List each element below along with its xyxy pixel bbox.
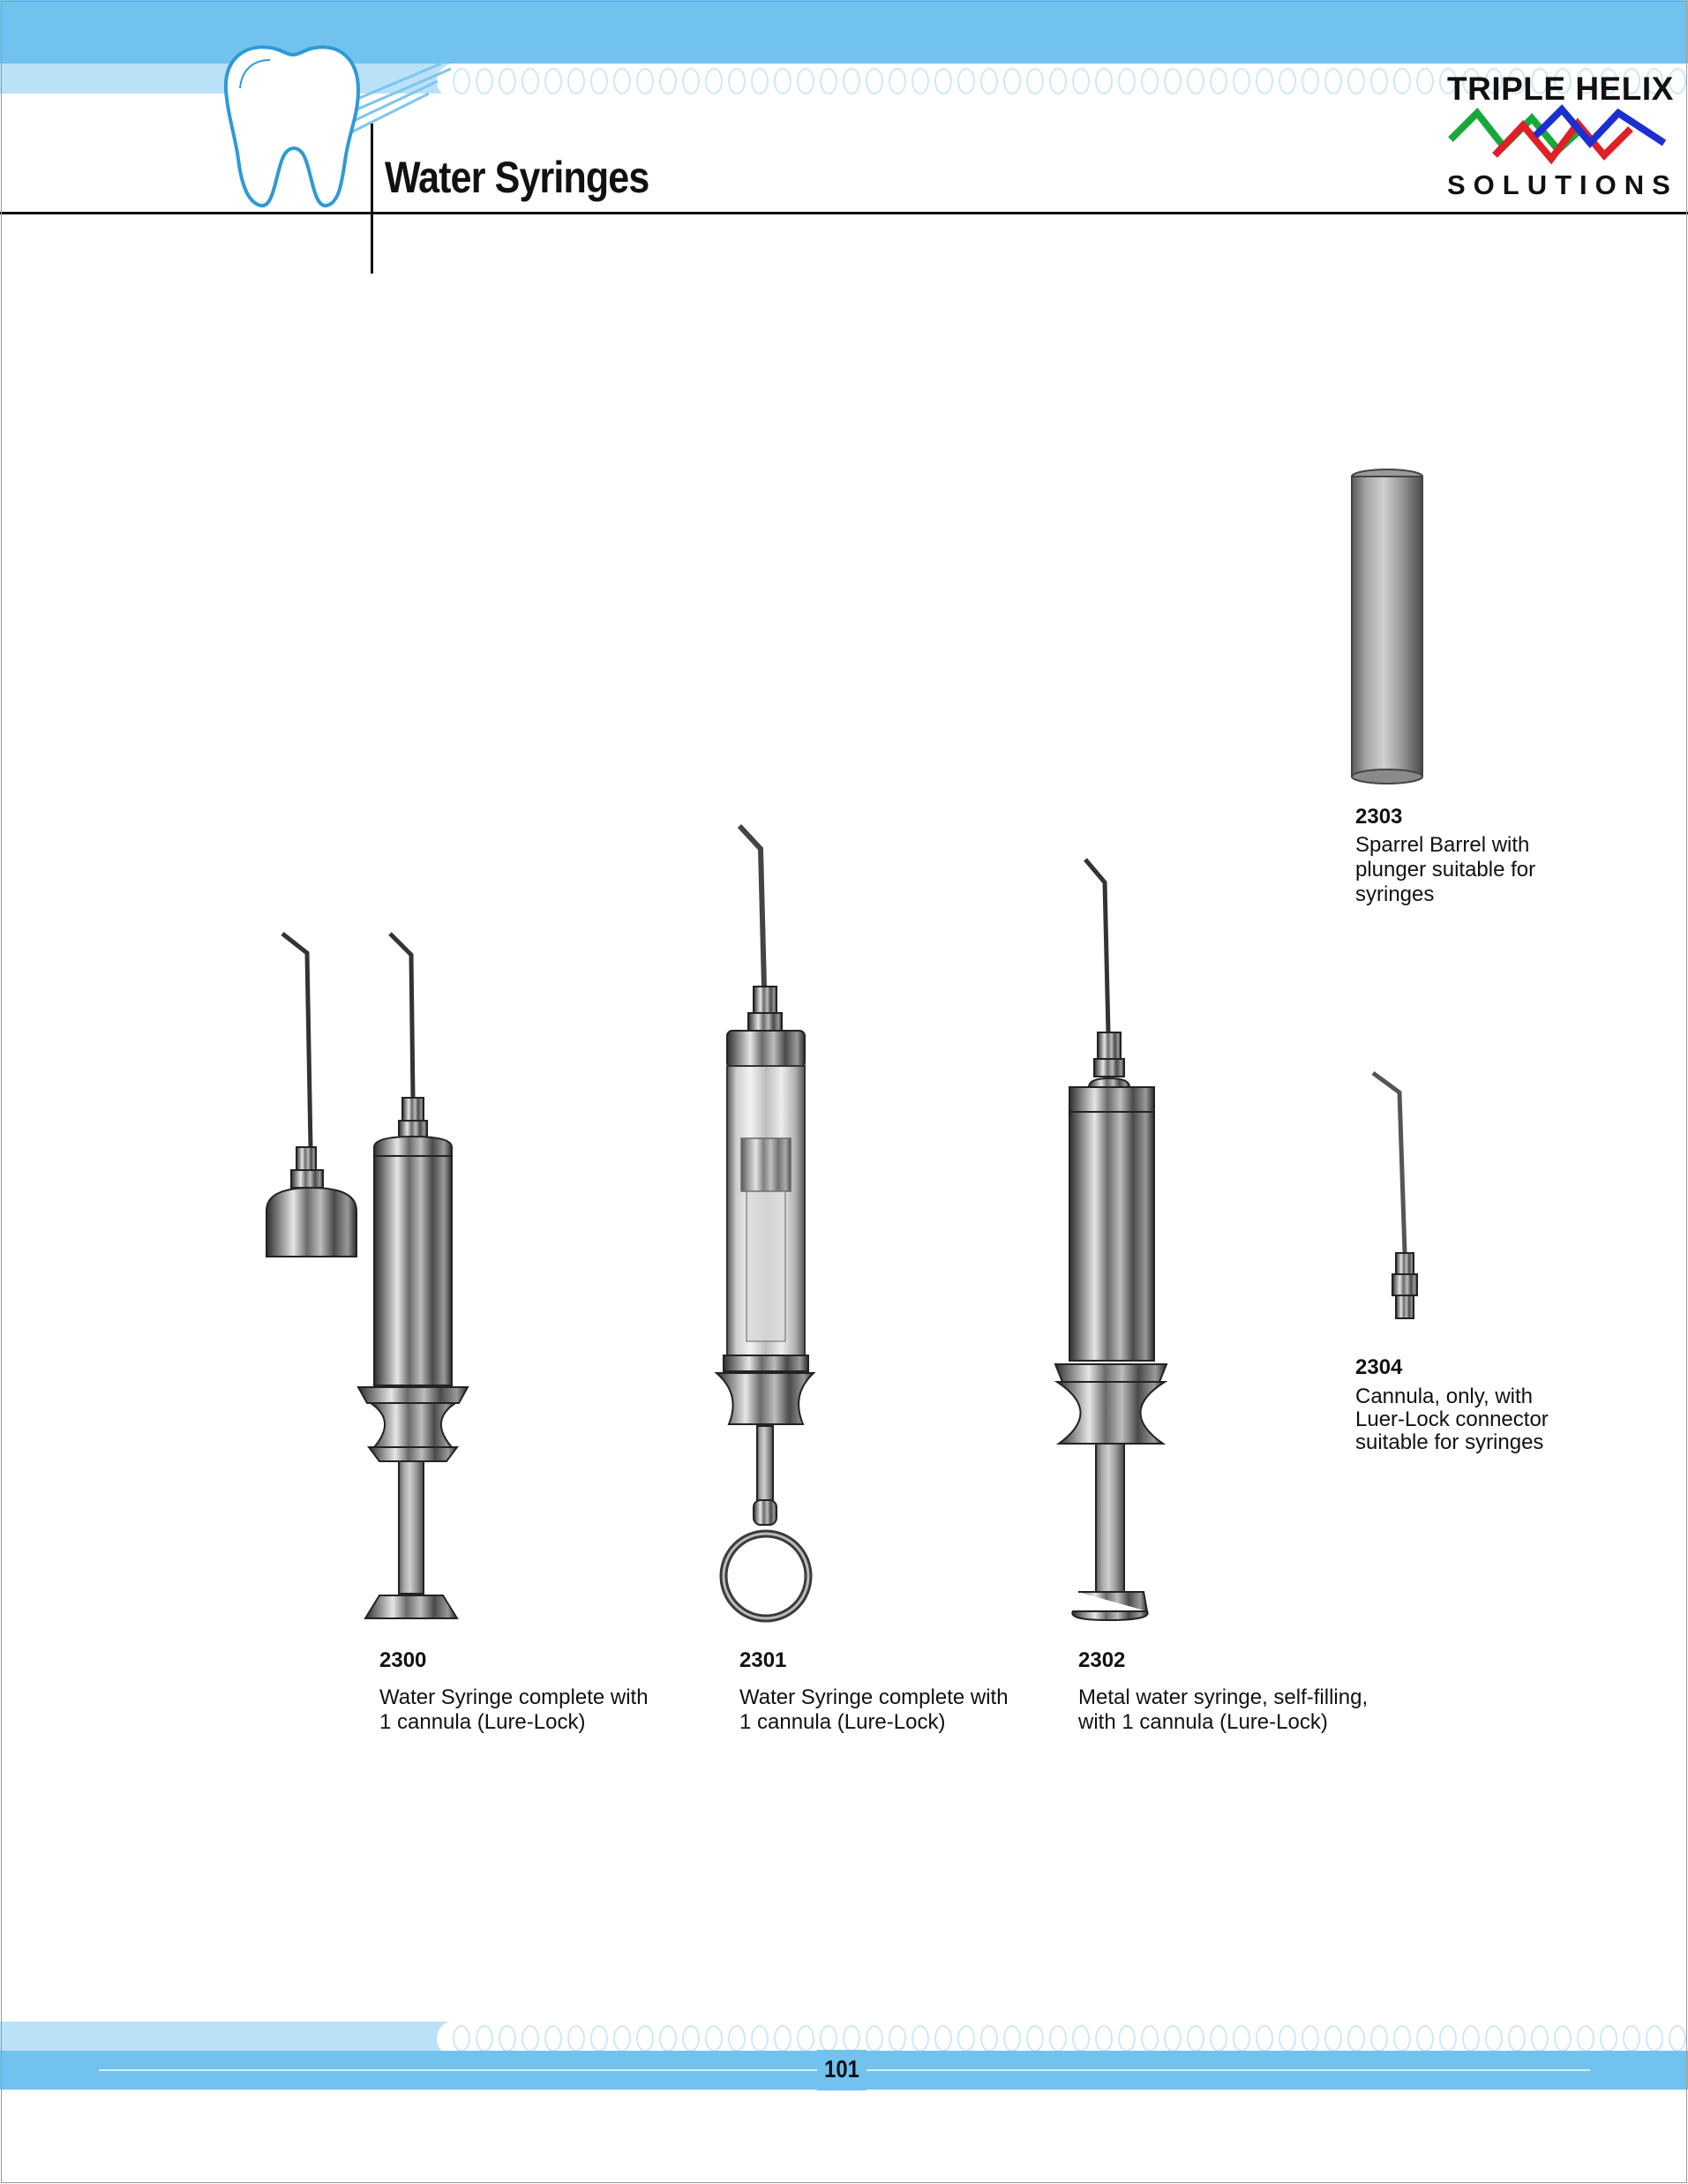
product-code: 2304 (1355, 1355, 1403, 1379)
page-title: Water Syringes (385, 153, 649, 202)
cannula-2304 (1373, 1073, 1417, 1318)
product-2300 (379, 1648, 715, 1735)
product-code: 2301 (739, 1648, 787, 1672)
brand-tagline: SOLUTIONS (1447, 169, 1678, 200)
product-2304 (1355, 1355, 1673, 1454)
syringe-2301 (716, 826, 814, 1618)
product-code: 2303 (1355, 805, 1403, 829)
helix-waves-icon (1447, 104, 1668, 171)
product-2302 (1078, 1648, 1431, 1735)
syringe-2302 (1055, 859, 1167, 1620)
brand-name: TRIPLE HELIX (1447, 71, 1674, 107)
product-code: 2300 (379, 1648, 427, 1672)
syringe-2300 (358, 934, 468, 1618)
page-number: 101 (824, 2055, 859, 2083)
footer-band-light (0, 2022, 459, 2052)
barrel-2303 (1352, 469, 1422, 784)
product-description: Water Syringe complete with 1 cannula (Lure-Lock) (379, 1685, 649, 1734)
product-description: Sparrel Barrel with plunger suitable for syringes (1355, 833, 1536, 906)
product-description: Water Syringe complete with 1 cannula (Lure-Lock) (739, 1685, 1009, 1734)
product-2301 (739, 1648, 1075, 1735)
product-description: Metal water syringe, self-filling, with 1 cannula (Lure-Lock) (1078, 1685, 1369, 1734)
product-description: Cannula, only, with Luer-Lock connector suitable for syringes (1355, 1385, 1549, 1454)
product-2303 (1355, 805, 1673, 907)
product-code: 2302 (1078, 1648, 1126, 1672)
syringe-2300-detail (266, 934, 356, 1257)
page-border (1, 1, 1687, 2183)
header-divider (371, 124, 373, 274)
header-rule (0, 212, 1688, 214)
